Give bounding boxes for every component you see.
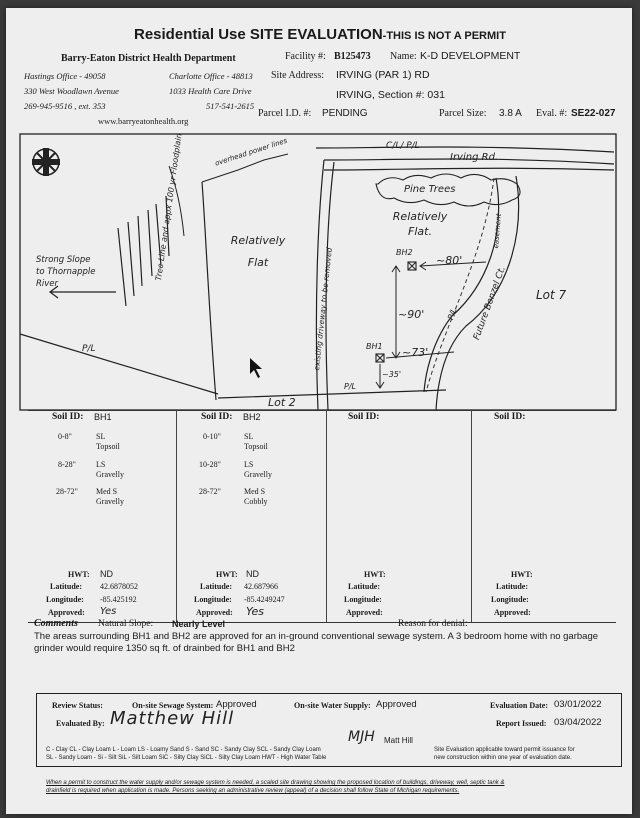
label-pl-right: P/L <box>446 306 459 322</box>
natural-slope-label: Natural Slope: <box>98 619 154 629</box>
soil-col4-lat-label: Latitude: <box>496 582 528 591</box>
label-irving-rd: Irving Rd. <box>450 152 499 163</box>
report-issued-value: 03/04/2022 <box>554 717 602 728</box>
name-label: Name: <box>390 51 417 62</box>
evaluator-signature: Matthew Hill <box>110 708 235 729</box>
label-bh2: BH2 <box>396 248 413 257</box>
water-value: Approved <box>376 699 417 710</box>
sewage-label: On-site Sewage System: <box>132 701 214 710</box>
parcel-id-label: Parcel I.D. #: <box>258 108 312 119</box>
label-lot-7: Lot 7 <box>536 288 567 302</box>
website-link[interactable]: www.barryeatonhealth.org <box>98 116 189 126</box>
title-suffix: -THIS IS NOT A PERMIT <box>382 30 506 42</box>
hastings-phone: 269-945-9516 , ext. 353 <box>24 101 106 111</box>
facility-value: B125473 <box>334 51 371 62</box>
soil-col1-desc-1: Topsoil <box>96 442 120 451</box>
soil-col2-desc-2: Gravelly <box>244 470 272 479</box>
soil-col2-lat: 42.687966 <box>244 582 278 591</box>
hastings-address: 330 West Woodlawn Avenue <box>24 86 119 96</box>
soil-col1-label: Soil ID: <box>52 412 84 422</box>
label-lot-2: Lot 2 <box>268 396 296 409</box>
hastings-office: Hastings Office - 49058 <box>24 71 106 81</box>
charlotte-office: Charlotte Office - 48813 <box>169 71 253 81</box>
label-dist-35: ~35' <box>382 370 402 379</box>
legend-line-1: C - Clay CL - Clay Loam L - Loam LS - Loamy Sand S - Sand SC - Sandy Clay SCL - Sandy Clay Loam <box>46 747 321 753</box>
soil-col1-depth-3: 28-72" <box>56 487 78 496</box>
parcel-size-value: 3.8 A <box>499 108 522 119</box>
label-easement: easement <box>492 213 504 249</box>
soil-col2-depth-1: 0-10" <box>203 432 221 441</box>
note-line-1: Site Evaluation applicable toward permit issuance for <box>434 747 575 753</box>
soil-col1-texture-2: LS <box>96 460 106 469</box>
soil-col4-hwt-label: HWT: <box>511 570 533 579</box>
label-dist-90: ~90' <box>398 308 425 321</box>
north-arrow-icon <box>32 148 60 176</box>
label-dist-80: ~80' <box>436 254 463 267</box>
sewage-value: Approved <box>216 699 257 710</box>
parcel-size-label: Parcel Size: <box>439 108 487 119</box>
charlotte-phone: 517-541-2615 <box>206 101 255 111</box>
soil-col2-texture-3: Med S <box>244 487 266 496</box>
comments-label: Comments <box>34 618 78 629</box>
facility-label: Facility #: <box>285 51 326 62</box>
label-relatively-flat-right: Relatively Flat. <box>392 210 448 238</box>
note-line-2: new construction within one year of evaluation date. <box>434 755 572 761</box>
soil-col1-texture-3: Med S <box>96 487 118 496</box>
soil-col2-texture-1: SL <box>244 432 254 441</box>
label-bh1: BH1 <box>366 342 383 351</box>
soil-col1-approved: Yes <box>100 606 117 617</box>
department-name: Barry-Eaton District Health Department <box>61 53 236 64</box>
form-title <box>134 26 506 43</box>
soil-col4-label: Soil ID: <box>494 412 526 422</box>
evaluator-initials: MJH <box>348 729 375 745</box>
soil-col3-lon-label: Longitude: <box>344 595 382 604</box>
soil-col1-lon-label: Longitude: <box>46 595 84 604</box>
soil-col1-approved-label: Approved: <box>48 608 85 617</box>
report-issued-label: Report Issued: <box>496 719 547 728</box>
eval-date-value: 03/01/2022 <box>554 699 602 710</box>
soil-col1-depth-1: 0-8" <box>58 432 72 441</box>
soil-divider-1 <box>176 410 177 622</box>
cursor-icon <box>250 358 262 378</box>
soil-col1-lon: -85.425192 <box>100 595 137 604</box>
soil-col2-id: BH2 <box>243 412 261 422</box>
soil-col2-desc-3: Cobbly <box>244 497 268 506</box>
legend-line-2: SL - Sandy Loam - Si - Silt SiL - Silt Loam SiC - Silty Clay SiCL - Silty Clay Loam HWT - High Water Table <box>46 755 327 761</box>
title-main: Residential Use SITE EVALUATION <box>134 26 383 43</box>
soil-col4-approved-label: Approved: <box>494 608 531 617</box>
eval-date-label: Evaluation Date: <box>490 701 548 710</box>
label-cl-pl: C/L/ P/L <box>386 141 420 151</box>
footer-line-1: When a permit to construct the water supply and/or sewage system is needed, a scaled site drawing showing the proposed location of buildings, driveway, well, septic tank & <box>46 780 505 786</box>
evaluation-form <box>6 8 632 814</box>
soil-col2-approved-label: Approved: <box>196 608 233 617</box>
evaluator-name: Matt Hill <box>384 736 413 745</box>
label-pine-trees: Pine Trees <box>404 184 456 195</box>
evaluated-by-label: Evaluated By: <box>56 719 105 728</box>
soil-col4-lon-label: Longitude: <box>491 595 529 604</box>
eval-number-value: SE22-027 <box>571 108 616 119</box>
soil-col2-label: Soil ID: <box>201 412 233 422</box>
soil-col2-depth-3: 28-72" <box>199 487 221 496</box>
soil-col1-depth-2: 8-28" <box>58 460 76 469</box>
eval-number-label: Eval. #: <box>536 108 568 119</box>
soil-col1-lat: 42.6878052 <box>100 582 138 591</box>
soil-divider-2 <box>326 410 327 622</box>
soil-col1-lat-label: Latitude: <box>50 582 82 591</box>
soil-col1-desc-3: Gravelly <box>96 497 124 506</box>
site-address-line2: IRVING, Section #: 031 <box>336 89 445 101</box>
soil-col2-texture-2: LS <box>244 460 254 469</box>
review-status-label: Review Status: <box>52 701 103 710</box>
label-relatively-flat-left: Relatively Flat <box>230 234 286 269</box>
soil-col1-id: BH1 <box>94 412 112 422</box>
soil-col2-approved: Yes <box>246 605 265 618</box>
label-treeline: Tree Line and appx 100 yr Floodplain <box>154 132 184 282</box>
label-overhead-power: overhead power lines <box>214 136 289 168</box>
label-existing-driveway: existing driveway to be removed <box>312 247 334 371</box>
label-pl-left: P/L <box>82 344 96 354</box>
soil-col1-hwt-label: HWT: <box>68 570 90 579</box>
soil-col1-desc-2: Gravelly <box>96 470 124 479</box>
soil-col2-hwt-label: HWT: <box>216 570 238 579</box>
soil-col2-lat-label: Latitude: <box>200 582 232 591</box>
soil-table-top <box>28 410 616 411</box>
reason-denial-label: Reason for denial: <box>398 619 468 629</box>
soil-divider-3 <box>471 410 472 622</box>
soil-col2-desc-1: Topsoil <box>244 442 268 451</box>
soil-col3-lat-label: Latitude: <box>348 582 380 591</box>
water-label: On-site Water Supply: <box>294 701 371 710</box>
soil-col2-hwt: ND <box>246 569 259 579</box>
soil-col2-lon: -85.4249247 <box>244 595 285 604</box>
natural-slope-value: Nearly Level <box>172 619 226 629</box>
footer-line-2: drainfield is required when application is made. Persons seeking an administrative review (appeal) of a decision shall follow State of Michigan requirements. <box>46 788 460 794</box>
parcel-id-value: PENDING <box>322 108 368 119</box>
soil-col2-lon-label: Longitude: <box>194 595 232 604</box>
label-dist-73: ~73' <box>402 346 429 359</box>
comments-text: The areas surrounding BH1 and BH2 are approved for an in-ground conventional sewage system. A 3 bedroom home with no garbage grinder would require 1350 sq ft. of drainbed for BH1 and BH2 <box>34 631 599 654</box>
site-address-value: IRVING (PAR 1) RD <box>336 69 430 81</box>
soil-col3-approved-label: Approved: <box>346 608 383 617</box>
soil-col3-label: Soil ID: <box>348 412 380 422</box>
soil-col1-hwt: ND <box>100 569 113 579</box>
site-address-label: Site Address: <box>271 70 325 81</box>
label-future-road: Future Bonzel Ct. <box>472 265 508 342</box>
charlotte-address: 1033 Health Care Drive <box>169 86 252 96</box>
name-value: K-D DEVELOPMENT <box>420 50 521 62</box>
label-pl-bottom: P/L <box>344 382 356 391</box>
soil-col1-texture-1: SL <box>96 432 106 441</box>
label-steep-slope: Strong Slope to Thornapple River <box>36 255 96 289</box>
soil-col2-depth-2: 10-28" <box>199 460 221 469</box>
soil-col3-hwt-label: HWT: <box>364 570 386 579</box>
